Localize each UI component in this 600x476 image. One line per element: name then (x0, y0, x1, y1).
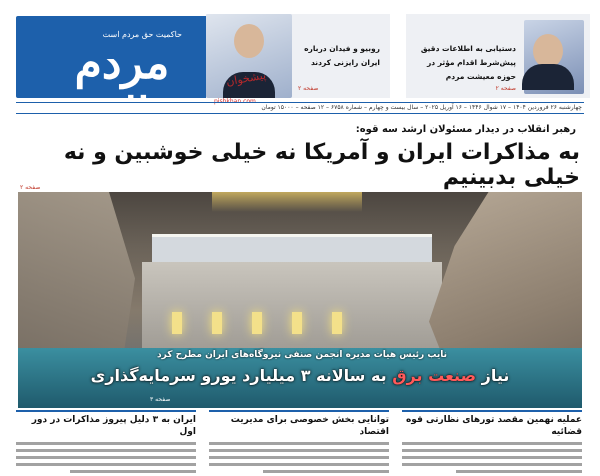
text-line (16, 449, 196, 452)
text-line (209, 442, 389, 445)
masthead-logo (16, 16, 222, 140)
photo-dam-building (152, 234, 432, 264)
column-text (209, 442, 389, 473)
photo-pillar (332, 312, 342, 334)
teaser-left[interactable] (206, 14, 390, 105)
photo-caption-sub: نایب رئیس هیات مدیره انجمن صنفی نیروگاه‌های ایران مطرح کرد (156, 350, 447, 360)
teaser-left-text: روبیو و فیدان درباره ایران رایزنی کردند (304, 44, 380, 67)
portrait-suit (522, 64, 574, 90)
text-line (456, 470, 582, 473)
photo-dam-wall (142, 262, 442, 352)
column-3[interactable] (16, 410, 196, 476)
text-line (402, 463, 582, 466)
text-line (209, 456, 389, 459)
teaser-right-text: دستیابی به اطلاعات دقیق پیش‌شرط اقدام مؤثر در حوزه معیشت مردم (420, 44, 516, 81)
teaser-right-ref: صفحه ۲ (495, 85, 516, 92)
text-line (70, 470, 196, 473)
column-title: توانایی بخش خصوصی برای مدیریت اقتصاد (230, 415, 389, 437)
photo-caption-main[interactable] (40, 366, 560, 385)
column-title: عملیه نهمین مقصد تورهای نظارتی قوه قضائیه (405, 415, 582, 437)
teaser-left-photo (206, 14, 292, 98)
caption-pre: نیاز (476, 366, 510, 385)
text-line (402, 456, 582, 459)
photo-lights (212, 192, 362, 212)
text-line (16, 456, 196, 459)
column-title: ایران به ۳ دلیل پیروز مذاکرات در دور اول (31, 415, 196, 437)
text-line (209, 449, 389, 452)
text-line (16, 442, 196, 445)
caption-accent: صنعت برق (392, 366, 477, 385)
column-text (16, 442, 196, 473)
masthead-slogan: حاکمیت حق مردم است (102, 30, 182, 39)
text-line (209, 463, 389, 466)
masthead-brand: مردم سالاری (56, 38, 188, 140)
text-line (16, 463, 196, 466)
text-line (402, 449, 582, 452)
text-line (402, 442, 582, 445)
dateline: چهارشنبه ۲۶ فروردین ۱۴۰۴ – ۱۷ شوال ۱۴۴۶ – ۱۶ آوریل ۲۰۲۵ – سال بیست و چهارم – شماره ۶۷۵۸ – ۱۲ صفحه – ۱۵۰۰۰ تومان (16, 102, 584, 114)
photo-pillar (172, 312, 182, 334)
watermark-logo: پیشخوان (225, 68, 267, 89)
teaser-left-ref: صفحه ۲ (298, 85, 319, 92)
watermark-url: pishkhan.com (214, 98, 256, 105)
column-1[interactable] (402, 410, 582, 476)
column-2[interactable] (209, 410, 389, 476)
teaser-right[interactable] (406, 14, 590, 98)
caption-post: به سالانه ۳ میلیارد یورو سرمایه‌گذاری (90, 366, 393, 385)
teaser-right-photo (524, 20, 584, 94)
headline-kicker: رهبر انقلاب در دیدار مسئولان ارشد سه قوه: (355, 124, 576, 135)
portrait-face (234, 24, 264, 58)
photo-ref: صفحه ۳ (150, 396, 171, 403)
photo-pillar (252, 312, 262, 334)
column-text (402, 442, 582, 473)
text-line (263, 470, 389, 473)
main-headline[interactable]: به مذاکرات ایران و آمریکا نه خیلی خوشبین و نه خیلی بدبینیم (63, 140, 580, 190)
photo-pillar (292, 312, 302, 334)
photo-pillar (212, 312, 222, 334)
headline-ref: صفحه ۲ (20, 184, 41, 191)
portrait-face (533, 34, 563, 68)
